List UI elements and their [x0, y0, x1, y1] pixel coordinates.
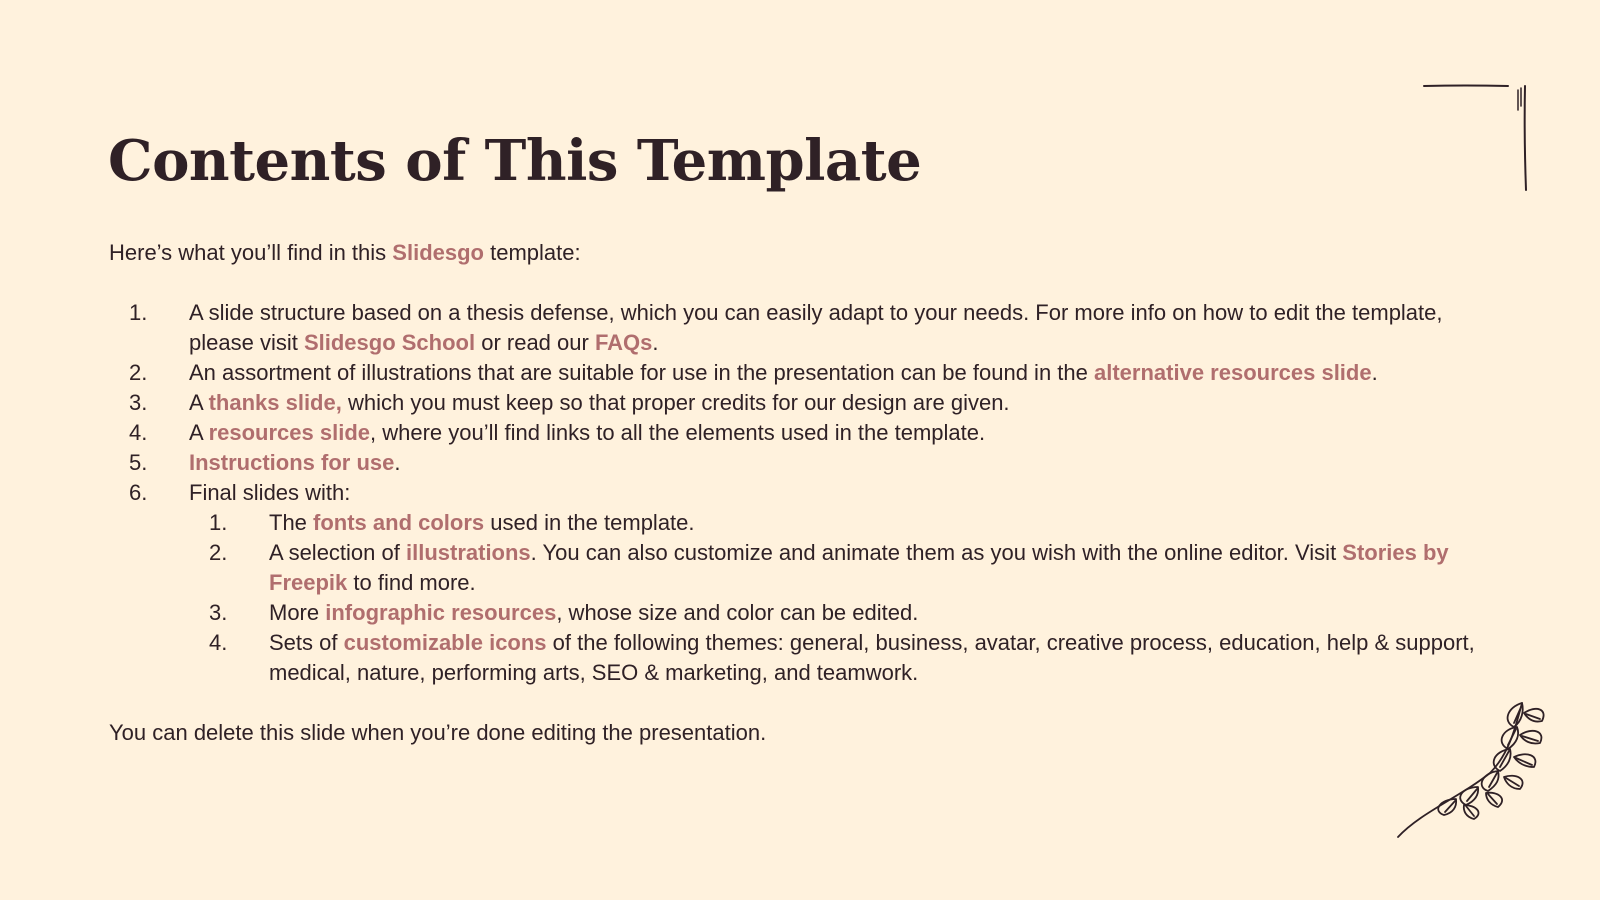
list-item: 2. An assortment of illustrations that are suitable for use in the presentation can be found in the alternative resources slide. [129, 360, 1378, 385]
list-item: 6. Final slides with: 1. The fonts and colors used in the template. 2. A selection of illustrations. You can also customize and animate them as you wish with the online editor. Visit Stories by Freepik to find more. 3. More infographic resources, whose size and color can be edited. 4. Sets of customizable icons of the following themes: general, business, avatar, creative process, education, help & support, medical, nature, performing arts, SEO & marketing, and teamwork. [109, 478, 1489, 688]
alternative-resources-link[interactable]: alternative resources slide [1094, 360, 1372, 385]
content-body [109, 238, 1489, 748]
stories-by-freepik-link[interactable]: Stories by Freepik [269, 540, 1449, 595]
sublist-item: 2. A selection of illustrations. You can also customize and animate them as you wish with the online editor. Visit Stories by Freepik to find more. [209, 540, 1449, 595]
slidesgo-link[interactable]: Slidesgo [392, 240, 484, 265]
instructions-link[interactable]: Instructions for use [189, 450, 395, 475]
infographic-resources-link[interactable]: infographic resources [325, 600, 557, 625]
sublist-item: 1. The fonts and colors used in the template. [209, 510, 695, 535]
corner-lines-icon [1420, 80, 1530, 195]
thanks-slide-link[interactable]: thanks slide, [208, 390, 342, 415]
intro-text: Here’s what you’ll find in this Slidesgo template: [109, 240, 581, 265]
illustrations-link[interactable]: illustrations [405, 540, 531, 565]
faqs-link[interactable]: FAQs [594, 330, 653, 355]
customizable-icons-link[interactable]: customizable icons [343, 630, 547, 655]
page-title: Contents of This Template [108, 128, 922, 194]
list-item: 3. A thanks slide, which you must keep so that proper credits for our design are given. [129, 390, 1010, 415]
slidesgo-school-link[interactable]: Slidesgo School [303, 330, 476, 355]
list-item: 1. A slide structure based on a thesis defense, which you can easily adapt to your needs. For more info on how to edit the template, please visit Slidesgo School or read our FAQs. [129, 300, 1443, 355]
sublist-item: 4. Sets of customizable icons of the following themes: general, business, avatar, creative process, education, help & support, medical, nature, performing arts, SEO & marketing, and teamwork. [209, 630, 1475, 685]
list-item: 4. A resources slide, where you’ll find links to all the elements used in the template. [129, 420, 986, 445]
contents-list [109, 298, 1489, 688]
outro-text: You can delete this slide when you’re done editing the presentation. [109, 720, 767, 745]
resources-slide-link[interactable]: resources slide [208, 420, 371, 445]
fonts-colors-link[interactable]: fonts and colors [313, 510, 485, 535]
list-item: 5. Instructions for use. [129, 450, 401, 475]
final-slides-sublist [189, 508, 1489, 688]
leaf-branch-icon [1390, 695, 1550, 845]
sublist-item: 3. More infographic resources, whose size and color can be edited. [209, 600, 919, 625]
